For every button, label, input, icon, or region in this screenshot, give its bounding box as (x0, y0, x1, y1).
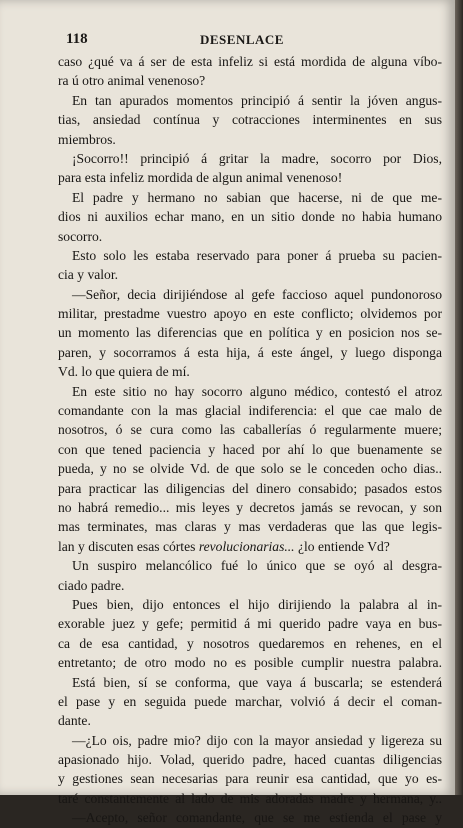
text-line (58, 537, 442, 556)
text-line: apasionado hijo. Volad, querido padre, haced cuantas diligencias (58, 752, 442, 768)
text-line: comandante con la mas glacial indiferencia: el que cae malo de (58, 403, 442, 419)
text-line: —Acepto, señor comandante, que se me estienda el pase y (72, 810, 442, 826)
text-line: ca de esa cantidad, y nosotros quedaremos en rehenes, en el (58, 635, 442, 651)
text-line: para practicar las diligencias del dinero consabido; pasados estos (58, 480, 442, 496)
text-line: no habrá remedio... mis leyes y decretos jamás se revocan, y son (58, 499, 442, 515)
text-line: un momento las diferencias que en política y en posicion nos se- (58, 325, 442, 341)
text-line: militar, prestadme vuestro apoyo en este conflicto; olvidemos por (58, 306, 442, 322)
text-line: ciado padre. (58, 577, 125, 593)
text-line: dios ni auxilios echar mano, en un sitio donde no habia humano (58, 209, 442, 225)
text-line: —Señor, decia dirijiéndose al gefe faccioso aquel pundonoroso (72, 286, 442, 302)
page-edge-shadow (455, 0, 463, 795)
text-line: entretanto; de otro modo no es posible cumplir nuestra palabra. (58, 655, 442, 671)
text-segment: lan y discuten esas córtes (58, 538, 196, 554)
text-line: caso ¿qué va á ser de esta infeliz si está mordida de alguna víbo- (58, 54, 442, 69)
text-line: Esto solo les estaba reservado para poner á prueba su pacien- (72, 247, 442, 263)
text-line: Un suspiro melancólico fué lo único que se oyó al desgra- (72, 558, 442, 574)
text-line: Pues bien, dijo entonces el hijo dirijiendo la palabra al in- (72, 596, 442, 612)
text-line: para esta infeliz mordida de algun animal venenoso! (58, 170, 343, 186)
text-segment: ¿lo entiende Vd? (294, 538, 390, 554)
text-line: el pase y en seguida puede marchar, volvió á decir el coman- (58, 693, 442, 709)
running-title: DESENLACE (200, 32, 284, 47)
text-line: Vd. lo que quiera de mí. (58, 364, 190, 380)
text-line: socorro. (58, 228, 103, 244)
text-line: El padre y hermano no sabian que hacerse, ni de que me- (72, 189, 442, 205)
text-line: Está bien, sí se conforma, que vaya á buscarla; se estenderá (72, 674, 442, 690)
text-line: exorable juez y gefe; permitid á mi querido padre vaya en bus- (58, 616, 442, 632)
text-line: dante. (58, 713, 91, 729)
text-line: mas terminates, mas claras y mas verdaderas que las que legis- (58, 519, 442, 535)
text-line: En este sitio no hay socorro alguno médico, contestó el atroz (72, 383, 442, 399)
text-line: nosotros, ó se cura como las caballerías ó regularmente muere; (58, 422, 442, 438)
text-line: paren, y socorramos á esta hija, á este ángel, y luego disponga (58, 344, 442, 360)
body-text (58, 52, 442, 828)
text-line: miembros. (58, 131, 116, 147)
text-line: con que tened paciencia y haced por ahí lo que buenamente se (58, 441, 442, 457)
text-line: ¡Socorro!! principió á gritar la madre, socorro por Dios, (72, 150, 442, 166)
text-line: —¿Lo ois, padre mio? dijo con la mayor ansiedad y ligereza su (72, 732, 442, 748)
text-line: y gestiones sean necesarias para reunir esa cantidad, que yo es- (58, 771, 442, 787)
italic-text: revolucionarias... (198, 538, 295, 554)
page-header (66, 31, 446, 51)
text-line: pueda, y no se olvide Vd. de que solo se le conceden ocho dias.. (58, 461, 442, 477)
page-number: 118 (66, 31, 88, 47)
text-line: En tan apurados momentos principió á sentir la jóven angus- (72, 92, 442, 108)
text-line: taré constantemente al lado de mis adoradas madre y hermana, y.. (58, 790, 442, 806)
text-line: cia y valor. (58, 267, 119, 283)
text-line: ra ú otro animal venenoso? (58, 73, 206, 89)
text-line: tias, ansiedad contínua y cotracciones interminentes en sus (58, 112, 442, 128)
